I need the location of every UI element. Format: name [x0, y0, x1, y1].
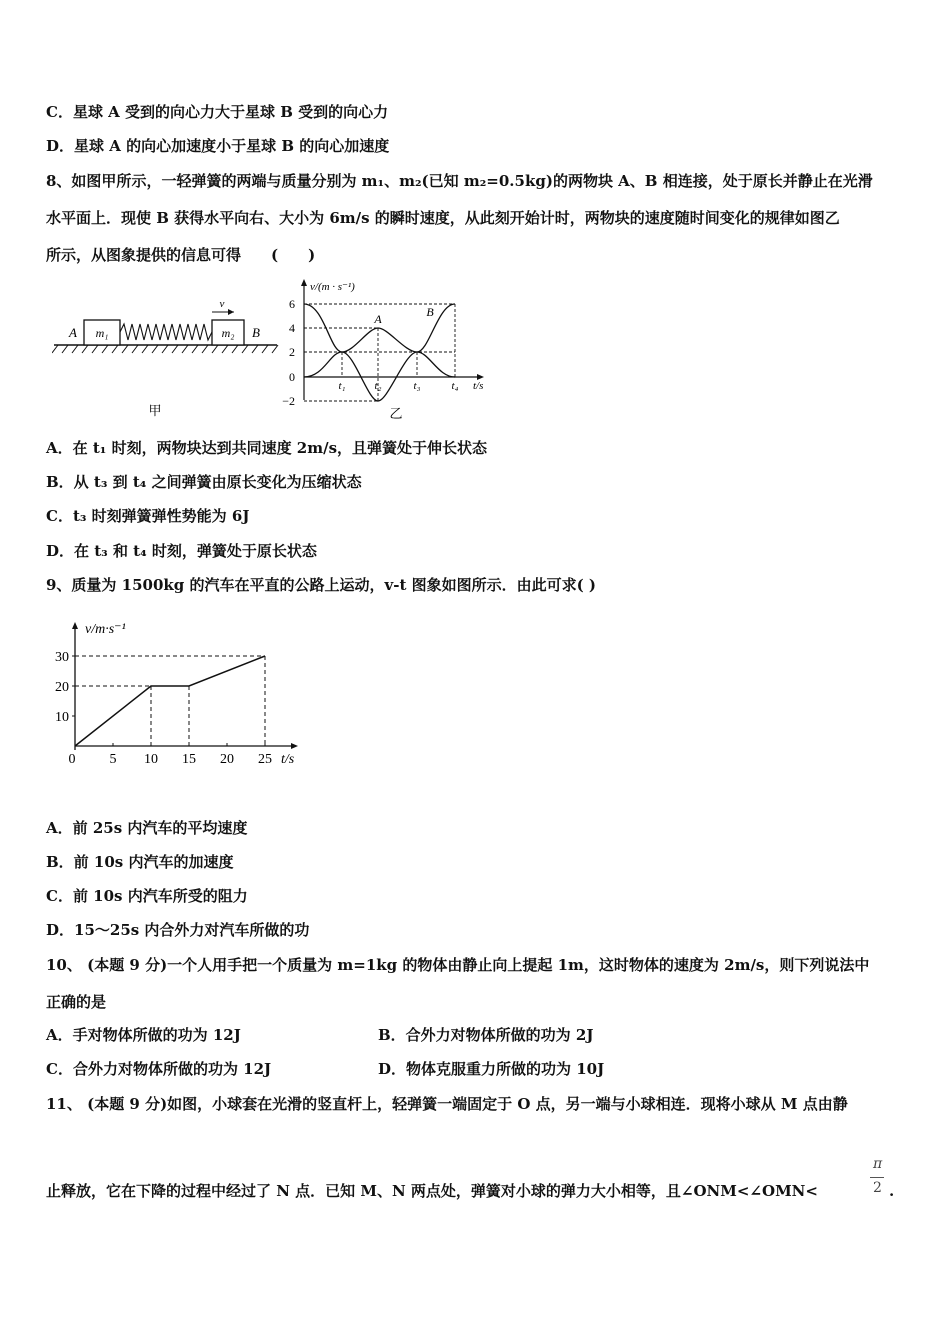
x-tick-label: 0: [68, 752, 76, 767]
question-11-end: .: [889, 1182, 895, 1200]
label-b: B: [252, 325, 260, 340]
q10-option-a: A．手对物体所做的功为 12J: [46, 1026, 241, 1044]
curve-a: [304, 328, 455, 377]
x-tick-label: 20: [220, 752, 234, 767]
option-c-q7: C．星球 A 受到的向心力大于星球 B 受到的向心力: [46, 103, 389, 121]
figure-yi: [280, 275, 495, 425]
curve-a-label: A: [374, 312, 382, 326]
y-tick: 2: [289, 345, 295, 359]
question-9: 9、质量为 1500kg 的汽车在平直的公路上运动，v-t 图象如图所示．由此可求( ): [46, 576, 597, 594]
y-tick: 6: [289, 297, 295, 311]
q10-option-b: B．合外力对物体所做的功为 2J: [378, 1026, 594, 1044]
figure-jia: [52, 290, 282, 425]
question-8-line1: 8、如图甲所示，一轻弹簧的两端与质量分别为 m₁、m₂(已知 m₂=0.5kg)的两物块 A、B 相连接，处于原长并静止在光滑: [46, 172, 873, 190]
q9-option-b: B．前 10s 内汽车的加速度: [46, 853, 234, 871]
x-tick: t₃: [413, 380, 421, 392]
q9-option-c: C．前 10s 内汽车所受的阻力: [46, 887, 248, 905]
q8-option-c: C．t₃ 时刻弹簧弹性势能为 6J: [46, 507, 250, 525]
question-11-line2: 止释放，它在下降的过程中经过了 N 点．已知 M、N 两点处，弹簧对小球的弹力大小相等，且∠ONM<∠OMN<: [46, 1182, 818, 1200]
q8-option-b: B．从 t₃ 到 t₄ 之间弹簧由原长变化为压缩状态: [46, 473, 362, 491]
question-10-line1: 10、 (本题 9 分)一个人用手把一个质量为 m=1kg 的物体由静止向上提起 1m，这时物体的速度为 2m/s，则下列说法中: [46, 956, 870, 974]
x-tick: t₄: [451, 380, 459, 392]
y-axis-label: v/m·s⁻¹: [85, 622, 126, 637]
q8-option-a: A．在 t₁ 时刻，两物块达到共同速度 2m/s，且弹簧处于伸长状态: [46, 439, 488, 457]
label-m1: m₁: [95, 326, 109, 340]
fraction-numerator: π: [873, 1156, 883, 1172]
q10-option-d: D．物体克服重力所做的功为 10J: [378, 1060, 605, 1078]
velocity-label: v: [219, 298, 225, 310]
x-tick-label: 10: [144, 752, 158, 767]
q8-option-d: D．在 t₃ 和 t₄ 时刻，弹簧处于原长状态: [46, 542, 317, 560]
y-tick-label: 10: [55, 710, 69, 725]
label-m2: m₂: [221, 326, 235, 340]
question-8-line3: 所示，从图象提供的信息可得 ( ): [46, 246, 316, 264]
y-tick: 0: [289, 370, 295, 384]
option-d-q7: D．星球 A 的向心加速度小于星球 B 的向心加速度: [46, 137, 390, 155]
fraction-bar: [870, 1177, 884, 1178]
x-tick-label: 25: [258, 752, 272, 767]
question-11-line1: 11、 (本题 9 分)如图，小球套在光滑的竖直杆上，轻弹簧一端固定于 O 点，另一端与小球相连．现将小球从 M 点由静: [46, 1095, 848, 1113]
q9-option-d: D．15～25s 内合外力对汽车所做的功: [46, 921, 310, 939]
y-tick: 4: [289, 321, 295, 335]
q9-option-a: A．前 25s 内汽车的平均速度: [46, 819, 248, 837]
y-tick-label: 30: [55, 650, 69, 665]
fraction-denominator: 2: [873, 1180, 882, 1196]
label-a: A: [69, 325, 77, 340]
y-tick-label: 20: [55, 680, 69, 695]
curve-b-label: B: [426, 305, 434, 319]
caption-yi: 乙: [389, 406, 403, 421]
x-tick-label: 5: [109, 752, 117, 767]
spring: [120, 324, 212, 340]
y-axis-label: v/(m · s⁻¹): [310, 281, 355, 293]
y-tick: −2: [282, 394, 295, 408]
q9-vt-chart: [45, 615, 315, 775]
q10-option-c: C．合外力对物体所做的功为 12J: [46, 1060, 272, 1078]
x-tick: t₂: [374, 380, 382, 392]
y-axis-arrow: [72, 622, 78, 629]
x-axis-label: t/s: [473, 380, 484, 392]
x-tick: t₁: [338, 380, 346, 392]
x-axis-arrow: [291, 743, 298, 749]
x-axis-label: t/s: [281, 752, 295, 767]
question-10-line2: 正确的是: [46, 993, 107, 1011]
caption-jia: 甲: [148, 403, 162, 418]
series-line: [75, 656, 265, 746]
x-tick-label: 15: [182, 752, 196, 767]
question-8-line2: 水平面上．现使 B 获得水平向右、大小为 6m/s 的瞬时速度，从此刻开始计时，两物块的速度随时间变化的规律如图乙: [46, 209, 840, 227]
